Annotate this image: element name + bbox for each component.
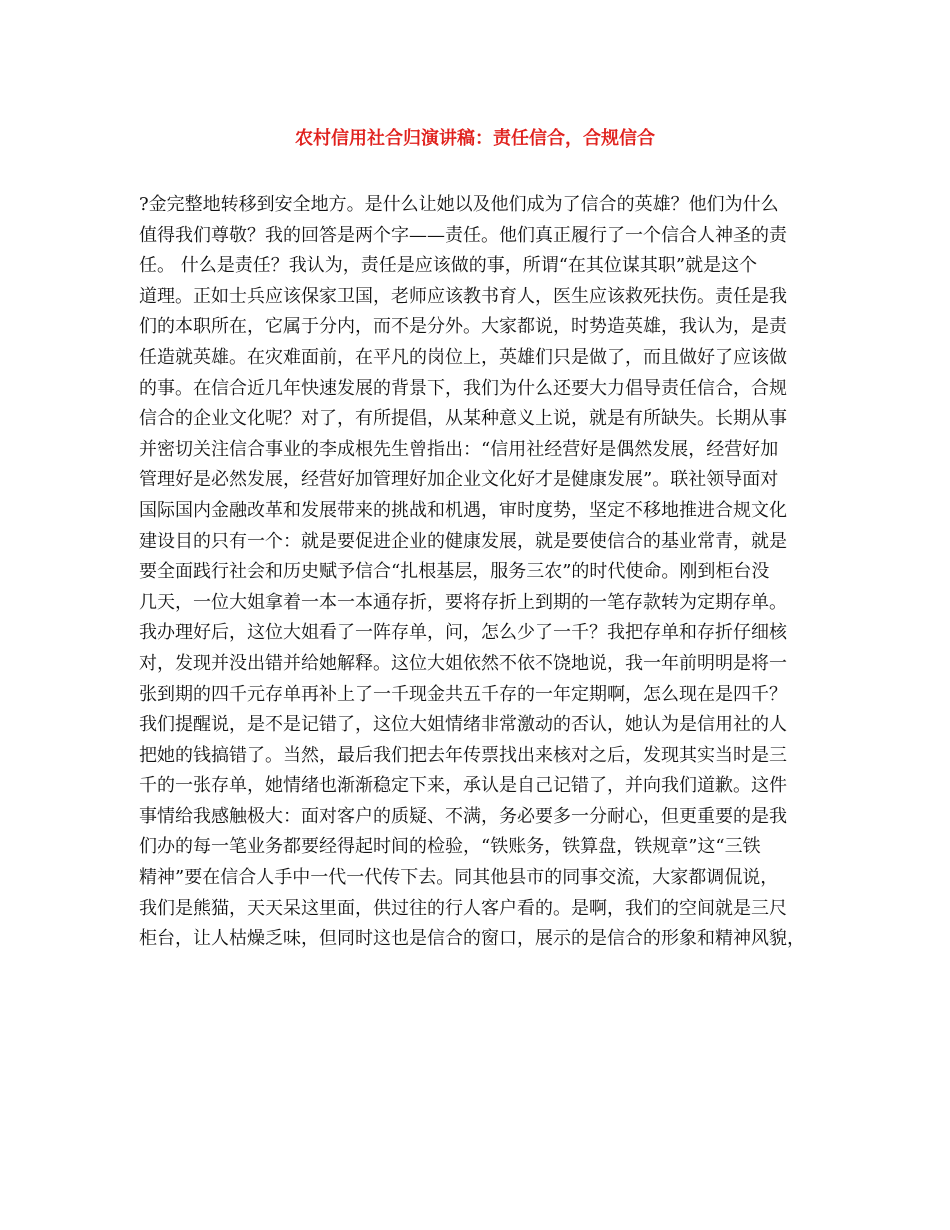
body-line: 几天，一位大姐拿着一本一本通存折，要将存折上到期的一笔存款转为定期存单。 [139,591,787,613]
body-line: ?金完整地转移到安全地方。是什么让她以及他们成为了信合的英雄？他们为什么 [139,194,779,215]
body-line: 千的一张存单，她情绪也渐渐稳定下来，承认是自己记错了，并向我们道歉。这件 [139,775,787,797]
document-title: 农村信用社合归演讲稿：责任信合，合规信合 [295,128,655,149]
document-body [139,190,814,955]
body-line: 们的本职所在，它属于分内，而不是分外。大家都说，时势造英雄，我认为，是责 [139,316,787,338]
body-line: 我们是熊猫，天天呆这里面，供过往的行人客户看的。是啊，我们的空间就是三尺 [139,897,787,919]
body-line: 道理。正如士兵应该保家卫国，老师应该教书育人，医生应该救死扶伤。责任是我 [139,285,787,307]
body-line: 任造就英雄。在灾难面前，在平凡的岗位上，英雄们只是做了，而且做好了应该做 [139,346,787,368]
body-line: 把她的钱搞错了。当然，最后我们把去年传票找出来核对之后，发现其实当时是三 [139,744,787,766]
body-line: 事情给我感触极大：面对客户的质疑、不满，务必要多一分耐心，但更重要的是我 [139,805,787,827]
body-line: 管理好是必然发展，经营好加管理好加企业文化好才是健康发展”。联社领导面对 [139,469,779,491]
body-line: 国际国内金融改革和发展带来的挑战和机遇，审时度势，坚定不移地推进合规文化 [139,499,787,521]
body-line: 值得我们尊敬？我的回答是两个字——责任。他们真正履行了一个信合人神圣的责 [139,224,787,246]
body-line: 对，发现并没出错并给她解释。这位大姐依然不依不饶地说，我一年前明明是将一 [139,652,787,674]
body-line: 的事。在信合近几年快速发展的背景下，我们为什么还要大力倡导责任信合，合规 [139,377,787,399]
body-line: 信合的企业文化呢？对了，有所提倡，从某种意义上说，就是有所缺失。长期从事 [139,408,787,430]
body-line: 我办理好后，这位大姐看了一阵存单，问，怎么少了一千？我把存单和存折仔细核 [139,622,787,644]
body-line: 精神”要在信合人手中一代一代传下去。同其他县市的同事交流，大家都调侃说， [139,867,779,889]
body-line: 任。 什么是责任？我认为，责任是应该做的事，所谓“在其位谋其职”就是这个 [139,255,758,277]
body-line: 并密切关注信合事业的李成根先生曾指出：“信用社经营好是偶然发展，经营好加 [139,438,779,460]
body-line: 们办的每一笔业务都要经得起时间的检验，“铁账务，铁算盘，铁规章”这“三铁 [139,836,761,858]
body-line: 张到期的四千元存单再补上了一千现金共五千存的一年定期啊，怎么现在是四千？ [139,683,787,705]
body-line: 我们提醒说，是不是记错了，这位大姐情绪非常激动的否认，她认为是信用社的人 [139,714,787,736]
body-line: 建设目的只有一个：就是要促进企业的健康发展，就是要使信合的基业常青，就是 [139,530,787,552]
body-line: 要全面践行社会和历史赋予信合“扎根基层，服务三农”的时代使命。刚到柜台没 [139,561,770,583]
body-line: 柜台，让人枯燥乏味，但同时这也是信合的窗口，展示的是信合的形象和精神风貌， [139,928,805,950]
